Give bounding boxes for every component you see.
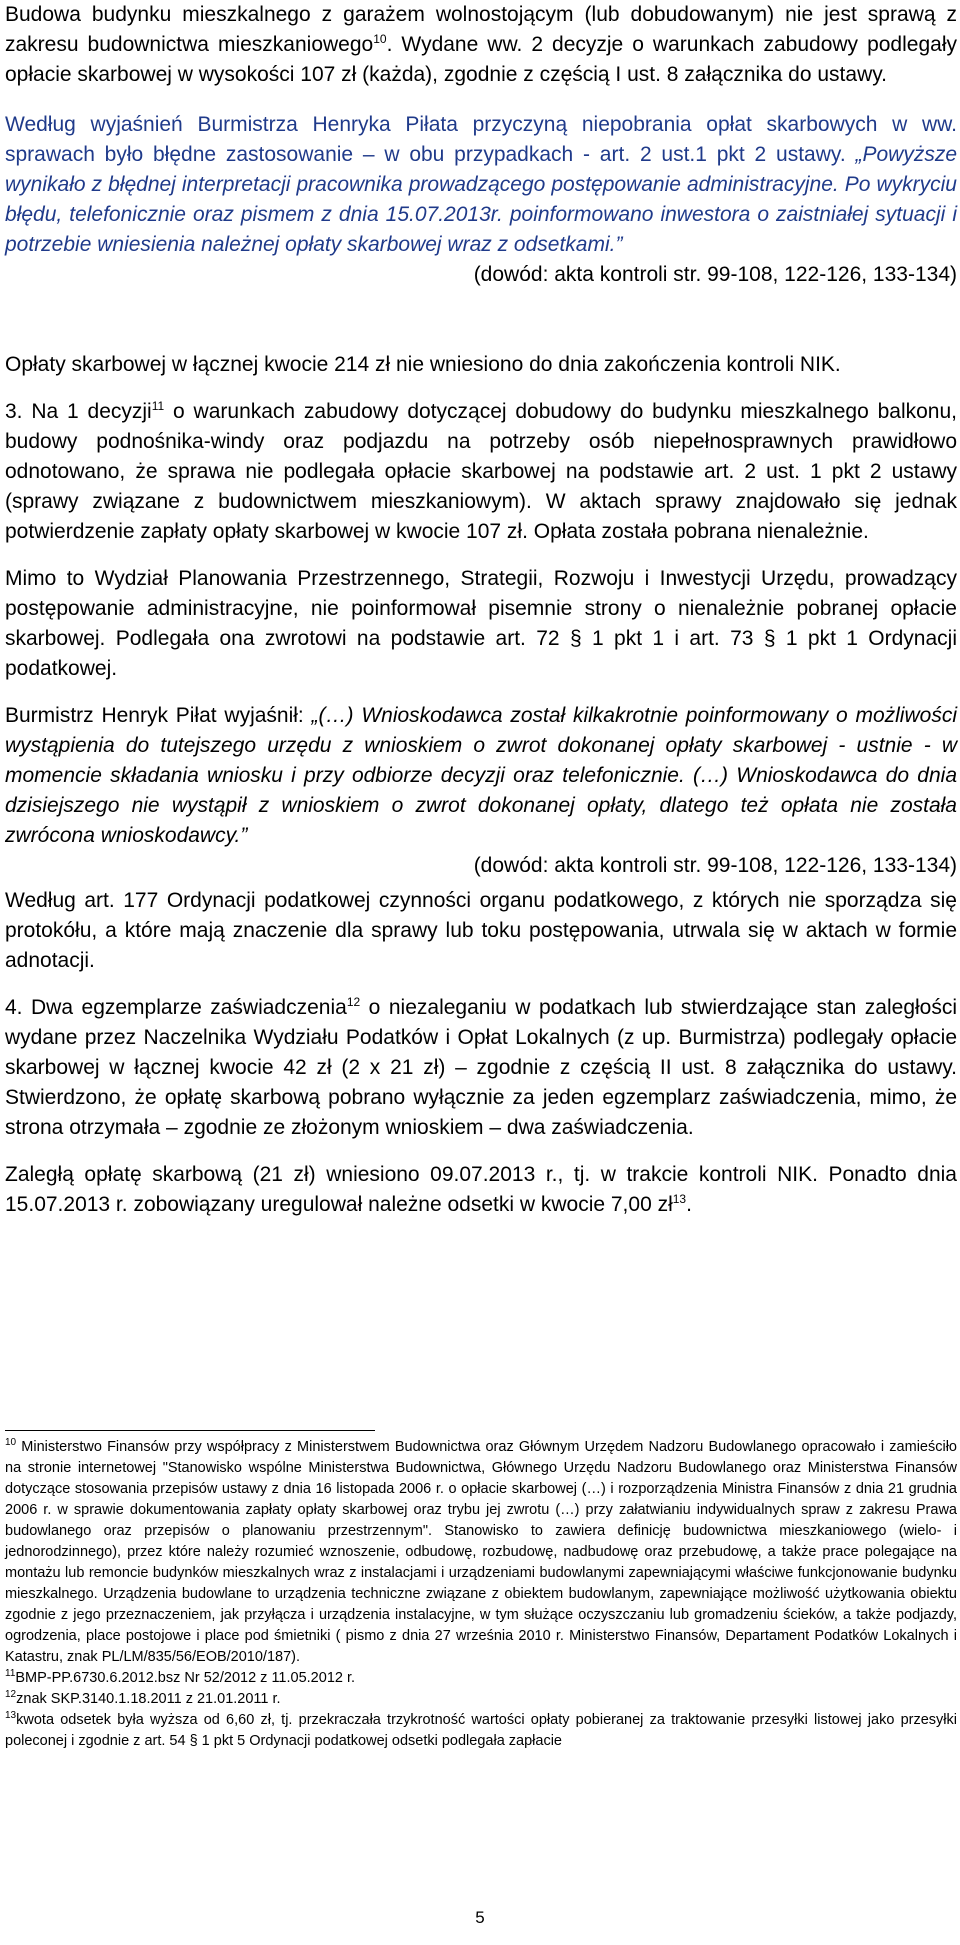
paragraph-text: Budowa budynku mieszkalnego z garażem wolnostojącym (lub dobudowanym) nie jest sprawą z zakresu budownictwa mieszkaniowego bbox=[5, 3, 957, 56]
footnote-ref-10: 10 bbox=[373, 32, 387, 46]
paragraph-text: Opłaty skarbowej w łącznej kwocie 214 zł nie wniesiono do dnia zakończenia kontroli NIK. bbox=[5, 353, 841, 376]
page-number: 5 bbox=[475, 1908, 485, 1927]
footnote-ref-13: 13 bbox=[672, 1192, 687, 1206]
footnote-11 bbox=[5, 1668, 957, 1689]
paragraph-point-3 bbox=[5, 397, 957, 547]
paragraph-text: . Wydane ww. 2 decyzje o warunkach zabudowy podlegały opłacie skarbowej w wysokości 107 zł (każda), zgodnie z częścią I ust. 8 załącznika do ustawy. bbox=[5, 33, 957, 86]
paragraph-text: . bbox=[686, 1193, 692, 1216]
evidence-citation: (dowód: akta kontroli str. 99-108, 122-126, 133-134) bbox=[473, 263, 957, 286]
paragraph-text: o warunkach zabudowy dotyczącej dobudowy do budynku mieszkalnego balkonu, budowy podnośnika-windy oraz podjazdu na potrzeby osób niepełnosprawnych prawidłowo odnotowano, że sprawa nie podlegała opłacie skarbowej na podstawie art. 2 ust. 1 pkt 2 ustawy (sprawy związane z budownictwem mieszkaniowym). W aktach sprawy znajdowało się jednak potwierdzenie zapłaty opłaty skarbowej w kwocie 107 zł. Opłata została pobrana nienależnie. bbox=[5, 400, 957, 543]
paragraph-text: Zaległą opłatę skarbową (21 zł) wniesiono 09.07.2013 r., tj. w trakcie kontroli NIK. Ponadto dnia 15.07.2013 r. zobowiązany uregulował należne odsetki w kwocie 7,00 zł bbox=[5, 1163, 957, 1216]
footnote-text: Ministerstwo Finansów przy współpracy z Ministerstwem Budownictwa oraz Głównym Urzędem Nadzoru Budowlanego opracowało i zamieściło na stronie internetowej "Stanowisko wspólne Ministerstwa Budownictwa, Głównego Urzędu Nadzoru Budowlanego oraz Ministerstwa Finansów dotyczące stosowania przepisów ustawy z dnia 16 listopada 2006 r. o opłacie skarbowej (…) i rozporządzenia Ministra Finansów z dnia 21 grudnia 2006 r. w sprawie dokumentowania zapłaty opłaty skarbowej oraz trybu jej zwrotu (…) przy załatwianiu indywidualnych spraw z zakresu Prawa budowlanego oraz przepisów o planowaniu przestrzennym". Stanowisko to zawiera definicję budownictwa mieszkaniowego (wielo- i jednorodzinnego), przez które należy rozumieć wznoszenie, odbudowę, rozbudowę, nadbudowę oraz przebudowę, a także prace polegające na montażu lub remoncie budynków mieszkalnych wraz z instalacjami i urządzeniami budowlanymi zapewniającymi właściwe funkcjonowanie budynku mieszkalnego. Urządzenia budowlane to urządzenia techniczne związane z obiektem budowlanym, zapewniające możliwość użytkowania obiektu zgodnie z jego przeznaczeniem, jak przyłącza i urządzenia instalacyjne, w tym służące oczyszczaniu lub gromadzeniu ścieków, a także podjazdy, ogrodzenia, place postojowe i place pod śmietniki ( pismo z dnia 27 września 2010 r. Ministerstwo Finansów, Departament Podatków Lokalnych i Katastru, znak PL/LM/835/56/EOB/2010/187). bbox=[5, 1439, 957, 1665]
footnote-13 bbox=[5, 1710, 957, 1752]
footnote-text: kwota odsetek była wyższa od 6,60 zł, tj. przekraczała trzykrotność wartości opłaty pobieranej za traktowanie przesyłki listowej jako przesyłki poleconej i zgodnie z art. 54 § 1 pkt 5 Ordynacji podatkowej odsetki podlegała zapłacie bbox=[5, 1712, 957, 1749]
footnote-number: 12 bbox=[5, 1689, 17, 1701]
footnote-ref-12: 12 bbox=[346, 995, 361, 1009]
evidence-citation: (dowód: akta kontroli str. 99-108, 122-126, 133-134) bbox=[473, 854, 957, 877]
paragraph-tax-ordinance-177 bbox=[5, 886, 957, 976]
footnotes bbox=[5, 1437, 957, 1752]
paragraph-text: 4. Dwa egzemplarze zaświadczenia bbox=[5, 996, 347, 1019]
footnote-ref-11: 11 bbox=[151, 399, 165, 413]
body-text-main bbox=[5, 350, 957, 1237]
quoted-statement: „(…) Wnioskodawca został kilkakrotnie poinformowany o możliwości wystąpienia do tutejszego urzędu z wnioskiem o zwrot dokonanej opłaty skarbowej - ustnie - w momencie składania wniosku i przy odbiorze decyzji oraz telefonicznie. (…) Wnioskodawca do dnia dzisiejszego nie wystąpił z wnioskiem o zwrot dokonanej opłaty, dlatego też opłata nie została zwrócona wnioskodawcy.” bbox=[5, 704, 957, 847]
paragraph-text: Według art. 177 Ordynacji podatkowej czynności organu podatkowego, z których nie sporządza się protokółu, a które mają znaczenie dla sprawy lub toku postępowania, utrwala się w aktach w formie adnotacji. bbox=[5, 889, 957, 972]
footnote-number: 11 bbox=[5, 1668, 16, 1680]
footnote-10 bbox=[5, 1437, 957, 1668]
footnote-12 bbox=[5, 1689, 957, 1710]
body-text-upper bbox=[5, 0, 957, 95]
paragraph-garage-building bbox=[5, 0, 957, 90]
paragraph-mayor-statement bbox=[5, 701, 957, 881]
footnote-number: 10 bbox=[5, 1437, 17, 1449]
footnote-text: znak SKP.3140.1.18.2011 z 21.01.2011 r. bbox=[16, 1691, 281, 1707]
paragraph-text: Według wyjaśnień Burmistrza Henryka Piłata przyczyną niepobrania opłat skarbowych w ww. sprawach było błędne zastosowanie – w obu przypadkach - art. 2 ust.1 pkt 2 ustawy. bbox=[5, 113, 957, 166]
paragraph-text: o niezaleganiu w podatkach lub stwierdzające stan zaległości wydane przez Naczelnika Wydziału Podatków i Opłat Lokalnych (z up. Burmistrza) podlegały opłacie skarbowej w łącznej kwocie 42 zł (2 x 21 zł) – zgodnie z częścią II ust. 8 załącznika do ustawy. Stwierdzono, że opłatę skarbową pobrano wyłącznie za jeden egzemplarz zaświadczenia, mimo, że strona otrzymała – zgodnie ze złożonym wnioskiem – dwa zaświadczenia. bbox=[5, 996, 958, 1139]
body-text-explanation bbox=[5, 110, 957, 295]
footnote-number: 13 bbox=[5, 1710, 17, 1722]
paragraph-department-refund bbox=[5, 564, 957, 684]
footnote-separator bbox=[5, 1430, 375, 1431]
paragraph-text: Burmistrz Henryk Piłat wyjaśnił: bbox=[5, 704, 312, 727]
paragraph-unpaid-fee bbox=[5, 350, 957, 380]
paragraph-text: 3. Na 1 decyzji bbox=[5, 400, 152, 423]
paragraph-late-fee-paid bbox=[5, 1160, 957, 1220]
footnote-text: BMP-PP.6730.6.2012.bsz Nr 52/2012 z 11.05.2012 r. bbox=[15, 1670, 356, 1686]
paragraph-mayor-explanation bbox=[5, 110, 957, 290]
paragraph-point-4 bbox=[5, 993, 957, 1143]
paragraph-text: Mimo to Wydział Planowania Przestrzennego, Strategii, Rozwoju i Inwestycji Urzędu, prowadzący postępowanie administracyjne, nie poinformował pisemnie strony o nienależnie pobranej opłacie skarbowej. Podlegała ona zwrotowi na podstawie art. 72 § 1 pkt 1 i art. 73 § 1 pkt 1 Ordynacji podatkowej. bbox=[5, 567, 957, 680]
quoted-explanation: „Powyższe wynikało z błędnej interpretacji pracownika prowadzącego postępowanie administracyjne. Po wykryciu błędu, telefonicznie oraz pismem z dnia 15.07.2013r. poinformowano inwestora o zaistniałej sytuacji i potrzebie wniesienia należnej opłaty skarbowej wraz z odsetkami.” bbox=[5, 143, 957, 256]
